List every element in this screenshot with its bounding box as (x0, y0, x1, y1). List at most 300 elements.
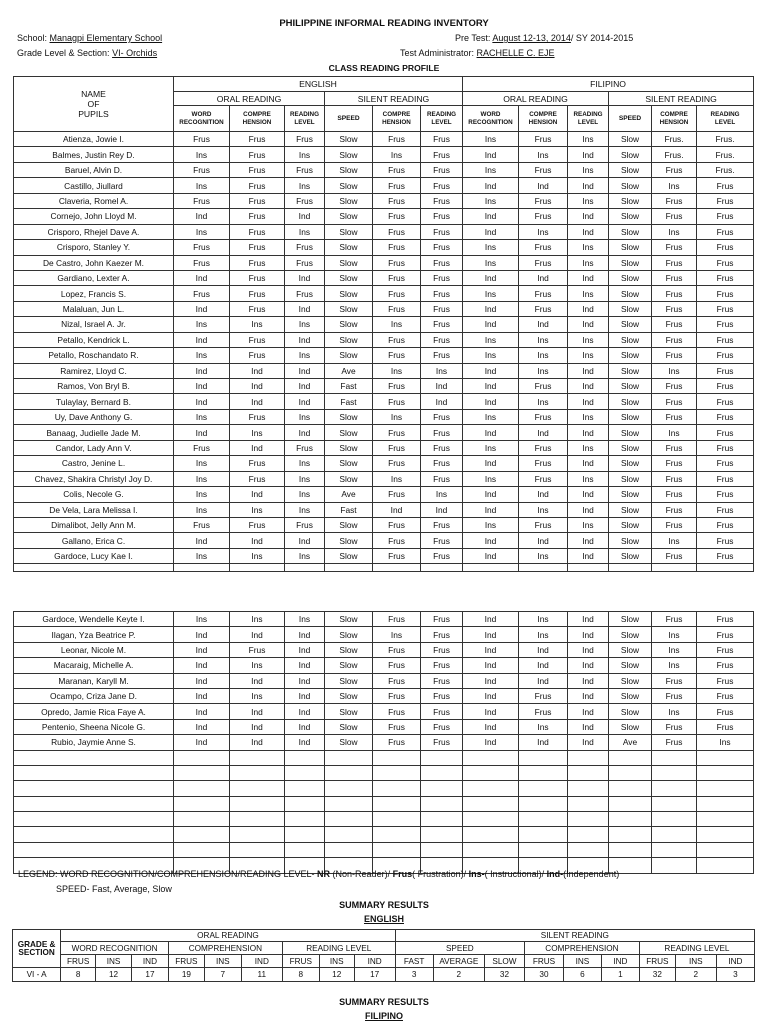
summary-sub-header-row (13, 955, 755, 968)
score-cell: Frus (421, 255, 463, 270)
pupil-name: Gardoce, Lucy Kae I. (14, 548, 174, 563)
pupil-name: Gardiano, Lexter A. (14, 270, 174, 285)
score-cell: Frus (652, 348, 697, 363)
pupil-name: Uy, Dave Anthony G. (14, 409, 174, 424)
score-cell: Ins (230, 688, 285, 703)
pupil-name: Petallo, Roschandato R. (14, 348, 174, 363)
blank-cell (652, 750, 697, 765)
score-cell: Slow (325, 348, 373, 363)
score-cell: Frus (230, 642, 285, 657)
score-cell: Frus (421, 270, 463, 285)
score-cell: Frus (373, 658, 421, 673)
blank-cell (230, 750, 285, 765)
score-cell: Frus (519, 209, 568, 224)
pupil-row (14, 240, 754, 255)
score-cell: Frus (519, 162, 568, 177)
blank-cell (174, 796, 230, 811)
score-cell: Frus (519, 704, 568, 719)
grade-value: VI- Orchids (112, 48, 158, 58)
score-cell: Slow (609, 363, 652, 378)
blank-cell (421, 564, 463, 572)
score-cell: Ins (463, 240, 519, 255)
rows-bottom (14, 612, 754, 874)
score-cell: Frus. (697, 162, 754, 177)
pupil-row (14, 132, 754, 147)
score-cell: Frus. (697, 132, 754, 147)
score-cell: Frus (421, 719, 463, 734)
score-cell: Frus (373, 440, 421, 455)
filipino-oral-comprehension-header (519, 106, 568, 132)
score-cell: Slow (609, 688, 652, 703)
blank-row (14, 842, 754, 857)
score-cell: Frus (697, 209, 754, 224)
score-cell: Ind (519, 270, 568, 285)
blank-cell (463, 796, 519, 811)
summary-value: 19 (168, 968, 204, 982)
blank-cell (285, 781, 325, 796)
blank-cell (463, 812, 519, 827)
blank-cell (652, 827, 697, 842)
summary-sub-header: IND (716, 955, 754, 968)
filipino-silent-speed-header: SPEED (609, 106, 652, 132)
comprehension-header-line: HENSION (382, 118, 411, 126)
score-cell: Frus (421, 224, 463, 239)
pupil-name: Candor, Lady Ann V. (14, 440, 174, 455)
reading-level-header-line: LEVEL (577, 118, 599, 126)
score-cell: Ind (285, 363, 325, 378)
pupil-row (14, 533, 754, 548)
score-cell: Slow (325, 688, 373, 703)
score-cell: Ind (174, 301, 230, 316)
legend-nr-code: NR (317, 869, 331, 879)
score-cell: Ind (285, 642, 325, 657)
score-cell: Frus (652, 394, 697, 409)
score-cell: Frus (230, 209, 285, 224)
score-cell: Frus (421, 471, 463, 486)
score-cell: Slow (325, 704, 373, 719)
score-cell: Frus (230, 301, 285, 316)
school-value: Managpi Elementary School (49, 33, 163, 43)
score-cell: Ins (230, 425, 285, 440)
summary-value: 30 (524, 968, 563, 982)
pupil-name: Nizal, Israel A. Jr. (14, 317, 174, 332)
score-cell: Frus (421, 162, 463, 177)
blank-cell (421, 750, 463, 765)
score-cell: Ave (609, 735, 652, 750)
score-cell: Ins (652, 704, 697, 719)
blank-cell (285, 564, 325, 572)
summary-value: 17 (132, 968, 169, 982)
summary-value-row (13, 968, 755, 982)
score-cell: Frus (697, 363, 754, 378)
score-cell: Slow (325, 209, 373, 224)
score-cell: Frus (373, 348, 421, 363)
score-cell: Ins (285, 178, 325, 193)
score-cell: Slow (609, 301, 652, 316)
pupil-name: Pentenio, Sheena Nicole G. (14, 719, 174, 734)
score-cell: Frus (174, 162, 230, 177)
summary-title-english: SUMMARY RESULTS (339, 900, 429, 910)
score-cell: Ind (519, 673, 568, 688)
score-cell: Ins (568, 332, 609, 347)
score-cell: Ind (174, 533, 230, 548)
score-cell: Slow (609, 224, 652, 239)
blank-cell (174, 842, 230, 857)
legend-line-1 (18, 869, 619, 879)
score-cell: Slow (325, 517, 373, 532)
summary-value: 12 (319, 968, 354, 982)
score-cell: Frus (697, 317, 754, 332)
legend-ind-text: (Independent) (563, 869, 620, 879)
score-cell: Frus (519, 456, 568, 471)
score-cell: Ins (285, 612, 325, 627)
legend-ind-code: Ind- (546, 869, 564, 879)
summary-sub-header: INS (563, 955, 601, 968)
score-cell: Slow (609, 193, 652, 208)
filipino-oral-word-recognition-header (463, 106, 519, 132)
score-cell: Frus (421, 301, 463, 316)
score-cell: Frus (652, 456, 697, 471)
score-cell: Ins (285, 548, 325, 563)
score-cell: Frus (421, 209, 463, 224)
class-reading-profile-table (13, 76, 754, 572)
score-cell: Ins (174, 224, 230, 239)
pupil-name: Atienza, Jowie I. (14, 132, 174, 147)
score-cell: Ind (568, 425, 609, 440)
score-cell: Ind (174, 673, 230, 688)
score-cell: Frus (373, 178, 421, 193)
score-cell: Frus (652, 735, 697, 750)
blank-cell (285, 812, 325, 827)
summary-title-filipino: SUMMARY RESULTS (339, 997, 429, 1007)
pupil-row (14, 270, 754, 285)
blank-cell (14, 812, 174, 827)
admin-label: Test Administrator: (400, 48, 477, 58)
score-cell: Ind (463, 673, 519, 688)
grade-label: Grade Level & Section: (17, 48, 113, 58)
score-cell: Ins (285, 147, 325, 162)
score-cell: Ins (519, 332, 568, 347)
score-cell: Ind (568, 658, 609, 673)
score-cell: Frus (652, 487, 697, 502)
legend-ins-code: Ins- (468, 869, 485, 879)
score-cell: Ins (174, 612, 230, 627)
score-cell: Ins (463, 255, 519, 270)
score-cell: Frus (174, 440, 230, 455)
grade-section-header (13, 930, 61, 968)
score-cell: Frus (697, 409, 754, 424)
pretest-line (455, 33, 633, 43)
score-cell: Ind (519, 317, 568, 332)
score-cell: Slow (325, 440, 373, 455)
score-cell: Frus (697, 301, 754, 316)
blank-cell (463, 765, 519, 780)
admin-value: RACHELLE C. EJE (476, 48, 555, 58)
score-cell: Frus (373, 379, 421, 394)
pupil-row (14, 440, 754, 455)
summary-section: VI - A (13, 968, 61, 982)
score-cell: Frus (697, 394, 754, 409)
score-cell: Frus (373, 209, 421, 224)
score-cell: Frus (652, 440, 697, 455)
score-cell: Ins (373, 627, 421, 642)
summary-sub-header: IND (354, 955, 395, 968)
score-cell: Frus (285, 286, 325, 301)
score-cell: Ind (463, 363, 519, 378)
score-cell: Frus (421, 286, 463, 301)
blank-cell (519, 842, 568, 857)
score-cell: Ins (652, 363, 697, 378)
blank-cell (373, 750, 421, 765)
score-cell: Frus (697, 286, 754, 301)
pupil-name: Opredo, Jamie Rica Faye A. (14, 704, 174, 719)
score-cell: Ins (174, 456, 230, 471)
blank-cell (463, 842, 519, 857)
score-cell: Frus (174, 193, 230, 208)
score-cell: Ind (463, 487, 519, 502)
score-cell: Frus (373, 548, 421, 563)
score-cell: Ins (463, 132, 519, 147)
blank-cell (519, 781, 568, 796)
score-cell: Ins (568, 193, 609, 208)
score-cell: Slow (609, 658, 652, 673)
pupil-name: Lopez, Francis S. (14, 286, 174, 301)
school-label: School: (17, 33, 50, 43)
score-cell: Slow (609, 612, 652, 627)
score-cell: Ind (463, 627, 519, 642)
score-cell: Ind (285, 627, 325, 642)
score-cell: Ind (568, 178, 609, 193)
summary-reading-level-header: READING LEVEL (282, 942, 395, 955)
summary-sub-header: FRUS (524, 955, 563, 968)
pupil-name: Crisporo, Stanley Y. (14, 240, 174, 255)
score-cell: Ins (174, 409, 230, 424)
score-cell: Ins (652, 658, 697, 673)
score-cell: Frus (652, 548, 697, 563)
score-cell: Slow (609, 719, 652, 734)
score-cell: Ind (463, 394, 519, 409)
blank-cell (519, 765, 568, 780)
pupil-row (14, 673, 754, 688)
legend-ins-text: ( Instructional)/ (484, 869, 547, 879)
score-cell: Frus (230, 332, 285, 347)
score-cell: Frus (285, 132, 325, 147)
score-cell: Frus (174, 517, 230, 532)
english-oral-reading-level-header (285, 106, 325, 132)
blank-cell (652, 812, 697, 827)
blank-cell (14, 827, 174, 842)
score-cell: Ind (174, 719, 230, 734)
score-cell: Ins (519, 363, 568, 378)
pupil-name: Baruel, Alvin D. (14, 162, 174, 177)
blank-cell (519, 796, 568, 811)
score-cell: Frus (230, 162, 285, 177)
score-cell: Ind (463, 425, 519, 440)
score-cell: Ind (463, 317, 519, 332)
score-cell: Frus (421, 178, 463, 193)
score-cell: Ins (230, 658, 285, 673)
summary-sub-header: IND (132, 955, 169, 968)
score-cell: Frus (421, 688, 463, 703)
summary-sub-header: IND (241, 955, 282, 968)
blank-cell (609, 796, 652, 811)
score-cell: Frus. (697, 147, 754, 162)
score-cell: Frus (421, 612, 463, 627)
blank-cell (325, 765, 373, 780)
filipino-oral-reading-level-header (568, 106, 609, 132)
score-cell: Ind (568, 502, 609, 517)
blank-cell (325, 812, 373, 827)
score-cell: Ins (285, 409, 325, 424)
score-cell: Slow (325, 132, 373, 147)
summary-value: 11 (241, 968, 282, 982)
english-silent-reading-level-header (421, 106, 463, 132)
score-cell: Ind (285, 673, 325, 688)
score-cell: Frus (230, 193, 285, 208)
score-cell: Slow (325, 612, 373, 627)
legend-line-2: SPEED- Fast, Average, Slow (56, 884, 172, 894)
score-cell: Frus (230, 240, 285, 255)
blank-cell (174, 564, 230, 572)
blank-cell (463, 750, 519, 765)
pupil-name: Crisporo, Rhejel Dave A. (14, 224, 174, 239)
comprehension-header-line: COMPRE (243, 110, 271, 118)
score-cell: Ind (568, 487, 609, 502)
score-cell: Frus (230, 147, 285, 162)
pupil-row (14, 548, 754, 563)
blank-cell (609, 842, 652, 857)
blank-cell (697, 812, 754, 827)
pupil-name: Rubio, Jaymie Anne S. (14, 735, 174, 750)
score-cell: Ins (174, 502, 230, 517)
score-cell: Slow (325, 658, 373, 673)
summary-sub-header: FAST (395, 955, 433, 968)
pupil-name: Castillo, Jiullard (14, 178, 174, 193)
reading-level-header-line: LEVEL (431, 118, 452, 126)
grade-section-line1: GRADE & (17, 939, 56, 949)
score-cell: Ind (568, 533, 609, 548)
score-cell: Slow (609, 642, 652, 657)
score-cell: Slow (609, 440, 652, 455)
score-cell: Ins (174, 471, 230, 486)
score-cell: Frus (230, 456, 285, 471)
score-cell: Frus (174, 286, 230, 301)
score-cell: Frus (697, 440, 754, 455)
score-cell: Ins (568, 255, 609, 270)
pupil-row (14, 487, 754, 502)
score-cell: Ind (463, 548, 519, 563)
pupil-name: Castro, Jenine L. (14, 456, 174, 471)
blank-cell (373, 796, 421, 811)
score-cell: Slow (609, 425, 652, 440)
score-cell: Ins (519, 502, 568, 517)
score-cell: Ins (463, 286, 519, 301)
english-oral-word-recognition-header (174, 106, 230, 132)
score-cell: Ind (568, 394, 609, 409)
score-cell: Frus (697, 487, 754, 502)
pupil-row (14, 425, 754, 440)
blank-cell (174, 750, 230, 765)
score-cell: Ind (519, 487, 568, 502)
blank-cell (325, 750, 373, 765)
score-cell: Slow (325, 425, 373, 440)
score-cell: Ind (174, 704, 230, 719)
pupil-row (14, 286, 754, 301)
filipino-silent-reading-level-header (697, 106, 754, 132)
score-cell: Ind (285, 394, 325, 409)
score-cell: Frus (373, 704, 421, 719)
pupil-row (14, 363, 754, 378)
score-cell: Slow (325, 193, 373, 208)
pupil-name: Gallano, Erica C. (14, 533, 174, 548)
pupil-name: Maranan, Karyll M. (14, 673, 174, 688)
score-cell: Ind (568, 673, 609, 688)
score-cell: Frus (373, 301, 421, 316)
pupil-row (14, 719, 754, 734)
score-cell: Ind (463, 379, 519, 394)
score-cell: Slow (325, 178, 373, 193)
pupil-name: Cornejo, John Lloyd M. (14, 209, 174, 224)
score-cell: Ind (174, 688, 230, 703)
score-cell: Frus (373, 193, 421, 208)
pupil-name: Claveria, Romel A. (14, 193, 174, 208)
summary-value: 32 (484, 968, 524, 982)
score-cell: Frus (697, 193, 754, 208)
score-cell: Ind (285, 425, 325, 440)
score-cell: Ind (230, 627, 285, 642)
blank-cell (652, 842, 697, 857)
score-cell: Frus (652, 162, 697, 177)
score-cell: Frus (373, 673, 421, 688)
score-cell: Frus (697, 533, 754, 548)
score-cell: Ind (174, 363, 230, 378)
score-cell: Frus (697, 178, 754, 193)
score-cell: Ind (463, 642, 519, 657)
score-cell: Ind (568, 719, 609, 734)
grade-section-line2: SECTION (18, 947, 55, 957)
score-cell: Ind (519, 425, 568, 440)
pupil-name: Ocampo, Criza Jane D. (14, 688, 174, 703)
filipino-silent-comprehension-header (652, 106, 697, 132)
reading-level-header-line: LEVEL (294, 118, 315, 126)
score-cell: Ins (174, 487, 230, 502)
score-cell: Slow (325, 301, 373, 316)
score-cell: Ins (568, 286, 609, 301)
score-cell: Ins (373, 363, 421, 378)
score-cell: Ind (463, 147, 519, 162)
reading-level-header-line: READING (289, 110, 320, 118)
pupil-row (14, 502, 754, 517)
score-cell: Frus (373, 240, 421, 255)
score-cell: Ind (568, 688, 609, 703)
score-cell: Slow (325, 255, 373, 270)
summary-sub-header: IND (601, 955, 639, 968)
blank-cell (421, 842, 463, 857)
score-cell: Ind (463, 301, 519, 316)
score-cell: Ind (463, 178, 519, 193)
score-cell: Ins (230, 317, 285, 332)
score-cell: Ins (568, 240, 609, 255)
score-cell: Slow (325, 642, 373, 657)
summary-speed-header: SPEED (395, 942, 524, 955)
class-reading-profile-table-continued (13, 611, 754, 874)
pupil-row (14, 704, 754, 719)
score-cell: Frus (652, 673, 697, 688)
score-cell: Ins (519, 548, 568, 563)
score-cell: Frus (519, 409, 568, 424)
blank-cell (325, 781, 373, 796)
score-cell: Frus (421, 517, 463, 532)
